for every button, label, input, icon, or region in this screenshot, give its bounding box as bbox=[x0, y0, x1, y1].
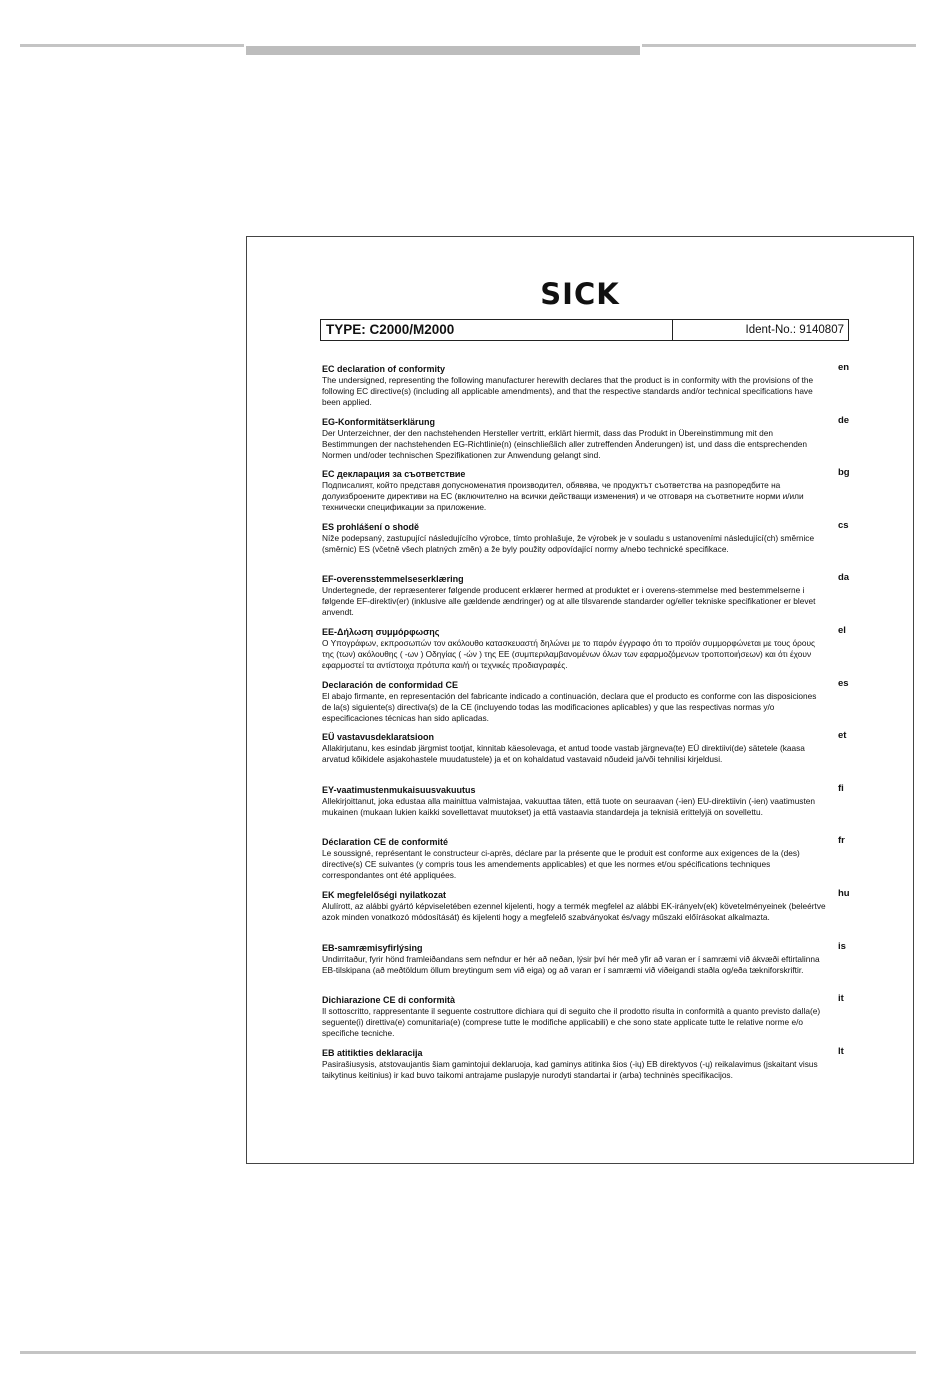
declaration-is bbox=[322, 940, 902, 996]
language-code: en bbox=[838, 362, 850, 373]
declaration-fi bbox=[322, 782, 902, 838]
language-code: el bbox=[838, 624, 846, 636]
declaration-body: Der Unterzeichner, der den nachstehenden Hersteller vertritt, erklärt hiermit, dass das Produkt in Übereinstimmung mit den Bestimmungen der nachstehenden EG-Richtlinie(n) (einschließlich aller zutreffenden Änderungen) ist, und dass die entsprechenden Normen und/oder technischen Spezifikationen zur Anwendung gelangt sind. bbox=[322, 427, 808, 460]
declaration-title: EB-samræmisyfirlýsing bbox=[322, 942, 423, 953]
header-rule-left bbox=[20, 44, 244, 47]
declaration-title: ES prohlášení o shodě bbox=[322, 521, 420, 532]
declaration-body: Níže podepsaný, zastupující následujícího výrobce, tímto prohlašuje, že výrobek je v souladu s ustanoveními následující(ch) směrnice (směrnic) ES (včetně všech platných změn) a že byly použity odpovídající normy a/nebo technické specifikace. bbox=[322, 532, 815, 554]
declaration-title: EY-vaatimustenmukaisuusvakuutus bbox=[322, 784, 476, 795]
declaration-et bbox=[322, 732, 902, 785]
ident-number: Ident-No.: 9140807 bbox=[672, 320, 848, 340]
language-code: es bbox=[838, 677, 849, 689]
header-rule-center-bar bbox=[246, 46, 640, 55]
language-code: fi bbox=[838, 782, 844, 794]
language-code: de bbox=[838, 414, 850, 426]
declaration-body: Ο Υπογράφων, εκπροσωπών τον ακόλουθο κατασκευαστή δηλώνει με το παρόν έγγραφο ότι το προϊόν συμμορφώνεται με τους όρους της (των) ακόλουθης ( -ων ) Οδηγίας ( -ών ) της ΕΕ (συμπεριλαμβανομένων όλων των εφαρμοζόμενων τροποποιήσεων) και ότι έχουν εφαρμοστεί τα αντίστοιχα πρότυπα και/ή οι τεχνικές προδιαγραφές. bbox=[322, 637, 816, 670]
declaration-body: Il sottoscritto, rappresentante il seguente costruttore dichiara qui di seguito che il prodotto risulta in conformità a quanto previsto dalla(e) seguente(i) direttiva(e) comunitaria(e) (comprese tutte le modifiche applicabili) e che sono state applicate tutte le relative norme e/o specifiche tecniche. bbox=[322, 1006, 821, 1039]
declaration-title: EG-Konformitätserklärung bbox=[322, 416, 436, 427]
declaration-title: EC declaration of conformity bbox=[322, 364, 446, 374]
type-header-box bbox=[320, 319, 849, 341]
language-code: lt bbox=[838, 1045, 844, 1057]
declaration-fr bbox=[322, 837, 902, 890]
declaration-it bbox=[322, 995, 902, 1048]
language-code: bg bbox=[838, 467, 850, 479]
declaration-lt bbox=[322, 1045, 902, 1101]
declaration-cs bbox=[322, 519, 902, 575]
declaration-title: ЕС декларация за съответствие bbox=[322, 469, 466, 480]
declaration-body: Undirritaður, fyrir hönd framleiðandans sem nefndur er hér að neðan, lýsir því hér með yfir að varan er í samræmi við ákvæði eftirtalinna EB-tilskipana (að meðtöldum öllum breytingum sem við eiga) og að varan er í samræmi við viðeigandi staðla og/eða tækniforskriftir. bbox=[322, 953, 820, 975]
declaration-es bbox=[322, 677, 902, 733]
declaration-title: EF-overensstemmelseserklæring bbox=[322, 574, 464, 585]
header-rule-right bbox=[642, 44, 916, 47]
language-code: it bbox=[838, 993, 844, 1005]
declaration-title: EÜ vastavusdeklaratsioon bbox=[322, 732, 435, 743]
declaration-body: The undersigned, representing the following manufacturer herewith declares that the product is in conformity with the provisions of the following EC directive(s) (including all applicable amendments), and that the respective standards and/or technical specifications have been applied. bbox=[322, 375, 814, 407]
language-code: cs bbox=[838, 519, 849, 531]
declaration-body: Подписалият, който представя допусноменатия производител, обявява, че продуктът съответства на разпоредбите на долуизброените директиви на ЕС (включително на всички действащи изменения) и че отговаря на съответните норми и/или технически спецификации за приложение. bbox=[322, 480, 804, 513]
language-code: da bbox=[838, 572, 850, 584]
type-label: TYPE: C2000/M2000 bbox=[326, 322, 455, 337]
declaration-el bbox=[322, 624, 902, 680]
language-code: fr bbox=[838, 835, 845, 847]
declaration-body: Allekirjoittanut, joka edustaa alla mainittua valmistajaa, vakuuttaa täten, että tuote on seuraavan (-ien) EU-direktiivin (-ien) vaatimusten mukainen (mukaan lukien kaikki sovellettavat muutokset) ja että vastaavia standardeja ja teknisiä erittelyjä on sovellettu. bbox=[322, 795, 815, 817]
declaration-body: Alulírott, az alábbi gyártó képviseletében ezennel kijelenti, hogy a termék megfelel az alábbi EK-irányelv(ek) követelményeinek (beleértve azok minden vonatkozó módosítását) és kijelenti hogy a megfelelő szabványokat és/vagy műszaki előírásokat alkalmazta. bbox=[322, 900, 826, 922]
declaration-en bbox=[322, 364, 902, 417]
declaration-body: Pasirašiusysis, atstovaujantis šiam gamintojui deklaruoja, kad gaminys atitinka šios (-ių) EB direktyvos (-ų) reikalavimus (įskaitant visus taikytinus keitinius) ir kad buvo taikomi antrajame puslapyje nurodyti standartai ir (arba) techninės specifikacijos. bbox=[322, 1058, 818, 1080]
declaration-de bbox=[322, 414, 902, 470]
declaration-title: Declaración de conformidad CE bbox=[322, 679, 459, 690]
declaration-title: EK megfelelőségi nyilatkozat bbox=[322, 889, 447, 900]
declaration-body: Le soussigné, représentant le constructeur ci-après, déclare par la présente que le produit est conforme aux exigences de la (des) directive(s) CE suivantes (y compris tous les amendements applicables) et que les normes et/ou spécifications techniques correspondantes ont été appliquées. bbox=[322, 848, 800, 881]
declaration-body: Allakirjutanu, kes esindab järgmist tootjat, kinnitab käesolevaga, et antud toode vastab järgneva(te) EÜ direktiivi(de) sätetele (kaasa arvatud kõikidele asjakohastele muudatustele) ja et on kohaldatud vastavaid nõudeid ja/või tehnilisi kirjeldusi. bbox=[322, 743, 805, 765]
language-code: hu bbox=[838, 887, 850, 899]
conformity-declaration-scan bbox=[246, 236, 914, 1164]
declaration-title: Dichiarazione CE di conformità bbox=[322, 995, 456, 1006]
language-code: is bbox=[838, 940, 846, 952]
declaration-title: Déclaration CE de conformité bbox=[322, 837, 449, 848]
declaration-body: El abajo firmante, en representación del fabricante indicado a continuación, declara que el producto es conforme con las disposiciones de la(s) siguiente(s) directiva(s) de la CE (incluyendo todas las modificaciones aplicables) y que las respectivas normas y/o especificaciones técnicas han sido aplicadas. bbox=[322, 690, 817, 723]
declaration-title: EB atitikties deklaracija bbox=[322, 1047, 423, 1058]
sick-logo: SICK bbox=[540, 277, 620, 311]
declaration-bg bbox=[322, 469, 902, 522]
declaration-da bbox=[322, 574, 902, 627]
declarations-list bbox=[322, 364, 902, 1100]
language-code: et bbox=[838, 730, 847, 742]
footer-rule bbox=[20, 1351, 916, 1354]
declaration-hu bbox=[322, 887, 902, 943]
declaration-title: ΕΕ-Δήλωση συμμόρφωσης bbox=[322, 626, 440, 637]
declaration-body: Undertegnede, der repræsenterer følgende producent erklærer hermed at produktet er i overens-stemmelse med bestemmelserne i følgende EF-direktiv(er) (inklusive alle gældende ændringer) og at alle tilsvarende standarder og/eller tekniske specifikationer er blevet anvendt. bbox=[322, 585, 816, 618]
